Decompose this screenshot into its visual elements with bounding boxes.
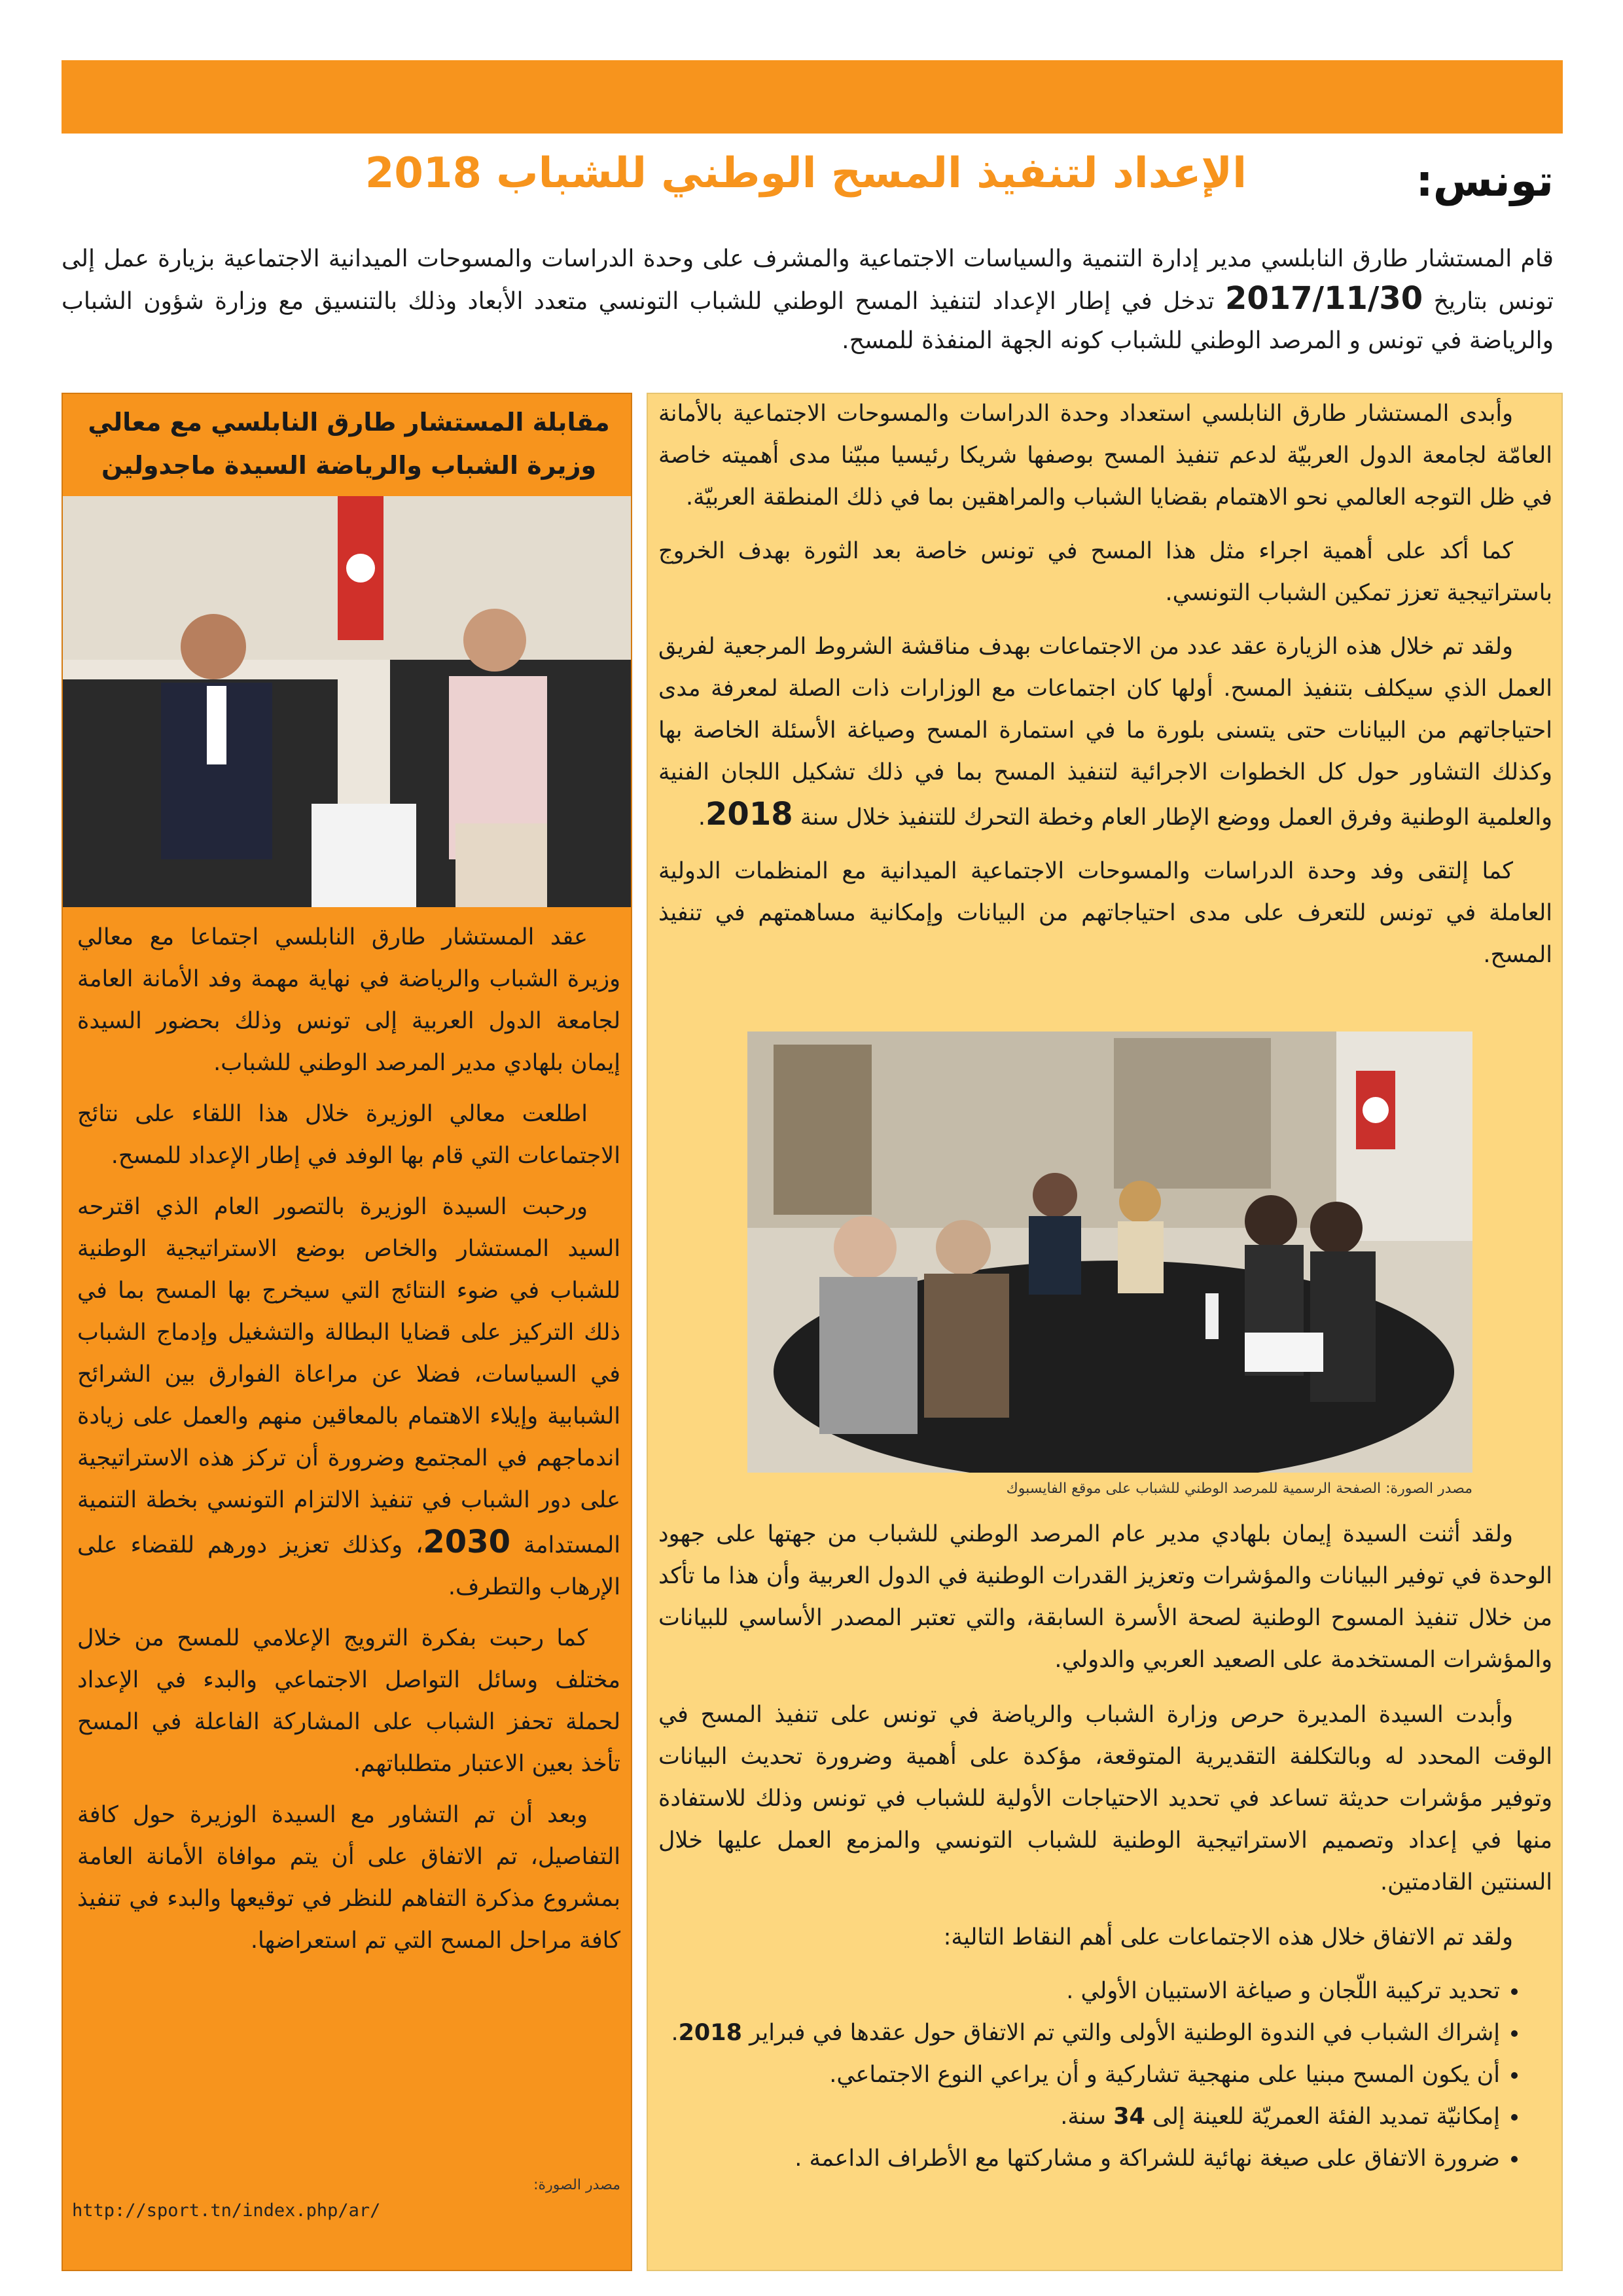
- intro-text-2: تدخل في إطار الإعداد لتنفيذ المسح الوطني للشباب التونسي متعدد الأبعاد وذلك بالتنسيق مع وزارة شؤون الشباب والرياضة في تونس و المرصد الوطني للشباب كونه الجهة المنفذة للمسح.: [62, 288, 1554, 354]
- list-item: • ضرورة الاتفاق على صيغة نهائية للشراكة و مشاركتها مع الأطراف الداعمة .: [658, 2138, 1500, 2179]
- list-item: • تحديد تركيبة اللّجان و صياغة الاستبيان الأولي .: [658, 1970, 1500, 2012]
- list-item: • إشراك الشباب في الندوة الوطنية الأولى والتي تم الاتفاق حول عقدها في فبراير 2018.: [658, 2012, 1500, 2054]
- left-paragraph-1: عقد المستشار طارق النابلسي اجتماعا مع معالي وزيرة الشباب والرياضة في نهاية مهمة وفد الأمانة العامة لجامعة الدول العربية إلى تونس وذلك بحضور السيدة إيمان بلهادي مدير المرصد الوطني للشباب.: [77, 924, 620, 1076]
- right-paragraph-3: ولقد تم خلال هذه الزيارة عقد عدد من الاجتماعات بهدف مناقشة الشروط المرجعية لفريق العمل الذي سيكلف بتنفيذ المسح. أولها كان اجتماعات مع الوزارات ذات الصلة لمعرفة مدى احتياجاتهم من البيانات حتى يتسنى بلورة ما في استمارة المسح وصياغة الأسئلة الخاصة بها وكذلك التشاور حول كل الخطوات الاجرائية لتنفيذ المسح بما في ذلك تشكيل اللجان الفنية والعلمية الوطنية وفرق العمل ووضع الإطار العام وخطة التحرك للتنفيذ خلال سنة 2018.: [658, 634, 1552, 833]
- list-item: • أن يكون المسح مبنيا على منهجية تشاركية و أن يراعي النوع الاجتماعي.: [658, 2054, 1500, 2096]
- right-paragraph-1: وأبدى المستشار طارق النابلسي استعداد وحدة الدراسات والمسوحات الاجتماعية بالأمانة العامّة لجامعة الدول العربيّة لدعم تنفيذ المسح بوصفها شريكا رئيسيا مبيّنا مدى أهميته خاصة في ظل التوجه العالمي نحو الاهتمام بقضايا الشباب والمراهقين بما في ذلك المنطقة العربيّة.: [658, 401, 1552, 511]
- title-place: تونس:: [1416, 156, 1554, 206]
- left-paragraph-2: اطلعت معالي الوزيرة خلال هذا اللقاء على نتائج الاجتماعات التي قام بها الوفد في إطار الإعداد للمسح.: [77, 1101, 620, 1169]
- intro-text-1: قام المستشار طارق النابلسي مدير إدارة التنمية والسياسات الاجتماعية والمشرف على وحدة الدراسات والمسوحات الميدانية الاجتماعية بزيارة عمل إلى تونس بتاريخ: [62, 245, 1554, 315]
- right-paragraph-7: ولقد تم الاتفاق خلال هذه الاجتماعات على أهم النقاط التالية:: [943, 1924, 1513, 1950]
- intro-paragraph: [62, 240, 1554, 361]
- minister-photo: [63, 496, 631, 907]
- right-paragraph-2: كما أكد على أهمية اجراء مثل هذا المسح في تونس خاصة بعد الثورة بهدف الخروج باستراتيجية تعزز تمكين الشباب التونسي.: [658, 538, 1552, 606]
- right-paragraph-4: كما إلتقى وفد وحدة الدراسات والمسوحات الاجتماعية الميدانية مع المنظمات الدولية العاملة في تونس للتعرف على مدى احتياجاتهم من البيانات وإمكانية مساهمتهم في تنفيذ المسح.: [658, 858, 1552, 968]
- photo-source-url[interactable]: http://sport.tn/index.php/ar/: [72, 2200, 381, 2221]
- right-column-text: [658, 393, 1552, 988]
- minister-meeting-caption: مقابلة المستشار طارق النابلسي مع معالي وزيرة الشباب والرياضة السيدة ماجدولين: [88, 408, 610, 480]
- top-banner: [62, 60, 1563, 134]
- intro-date: 2017/11/30: [1224, 280, 1423, 317]
- left-paragraph-5: وبعد أن تم التشاور مع السيدة الوزيرة حول كافة التفاصيل، تم الاتفاق على أن يتم موافاة الأمانة العامة بمشروع مذكرة التفاهم للنظر في توقيعها والبدء في تنفيذ كافة مراحل المسح التي تم استعراضها.: [77, 1802, 620, 1954]
- meeting-photo-caption: مصدر الصورة: الصفحة الرسمية للمرصد الوطني للشباب على موقع الفايسبوك: [1006, 1480, 1472, 1497]
- right-paragraph-3-year: 2018: [705, 796, 793, 833]
- left-paragraph-4: كما رحبت بفكرة الترويج الإعلامي للمسح من خلال مختلف وسائل التواصل الاجتماعي والبدء في الإعداد لحملة تحفز الشباب على المشاركة الفاعلة في المسح تأخذ بعين الاعتبار متطلباتهم.: [77, 1625, 620, 1777]
- left-paragraph-3-text: ورحبت السيدة الوزيرة بالتصور العام الذي اقترحه السيد المستشار والخاص بوضع الاستراتيجية الوطنية للشباب في ضوء النتائج التي سيخرج بها المسح بما في ذلك التركيز على قضايا البطالة والتشغيل وإدماج الشباب في السياسات، فضلا عن مراعاة الفوارق بين الشرائح الشبابية وإيلاء الاهتمام بالمعاقين منهم والعمل على زيادة اندماجهم في المجتمع وضرورة أن تركز هذه الاستراتيجية على دور الشباب في تنفيذ الالتزام التونسي بخطة التنمية المستدامة: [77, 1194, 620, 1558]
- left-column-text: [77, 916, 620, 1971]
- meeting-photo: [747, 1031, 1472, 1473]
- list-item: • إمكانيّة تمديد الفئة العمريّة للعينة إلى 34 سنة.: [658, 2096, 1500, 2138]
- right-paragraph-5: ولقد أثنت السيدة إيمان بلهادي مدير عام المرصد الوطني للشباب من جهتها على جهود الوحدة في توفير البيانات والمؤشرات وتعزيز القدرات الوطنية في الدول العربية وأن هذا ما تأكد من خلال تنفيذ المسوح الوطنية لصحة الأسرة السابقة، والتي تعتبر المصدر الأساسي للبيانات والمؤشرات المستخدمة على الصعيد العربي والدولي.: [658, 1521, 1552, 1673]
- right-column-text-lower: [658, 1513, 1552, 1971]
- right-paragraph-3-text: ولقد تم خلال هذه الزيارة عقد عدد من الاجتماعات بهدف مناقشة الشروط المرجعية لفريق العمل الذي سيكلف بتنفيذ المسح. أولها كان اجتماعات مع الوزارات ذات الصلة لمعرفة مدى احتياجاتهم من البيانات حتى يتسنى بلورة ما في استمارة المسح وصياغة الأسئلة الخاصة بها وكذلك التشاور حول كل الخطوات الاجرائية لتنفيذ المسح بما في ذلك تشكيل اللجان الفنية والعلمية الوطنية وفرق العمل ووضع الإطار العام وخطة التحرك للتنفيذ خلال سنة: [658, 634, 1552, 831]
- photo-source-label: مصدر الصورة:: [533, 2177, 620, 2193]
- left-paragraph-3-year: 2030: [423, 1524, 510, 1560]
- agreement-points-list: [658, 1970, 1552, 2179]
- page-title: الإعداد لتنفيذ المسح الوطني للشباب 2018: [365, 149, 1247, 198]
- left-paragraph-3: [77, 1186, 620, 1608]
- left-paragraph-3-end: ، وكذلك تعزيز دورهم للقضاء على الإرهاب والتطرف.: [77, 1532, 620, 1600]
- right-paragraph-6: وأبدت السيدة المديرة حرص وزارة الشباب والرياضة في تونس على تنفيذ المسح في الوقت المحدد له وبالتكلفة التقديرية المتوقعة، مؤكدة على أهمية وضرورة تحديث البيانات وتوفير مؤشرات حديثة تساعد في تحديد الاحتياجات الأولية للشباب في تونس وذلك للاستفادة منها في إعداد وتصميم الاستراتيجية الوطنية للشباب التونسي والمزمع العمل عليها خلال السنتين القادمتين.: [658, 1702, 1552, 1895]
